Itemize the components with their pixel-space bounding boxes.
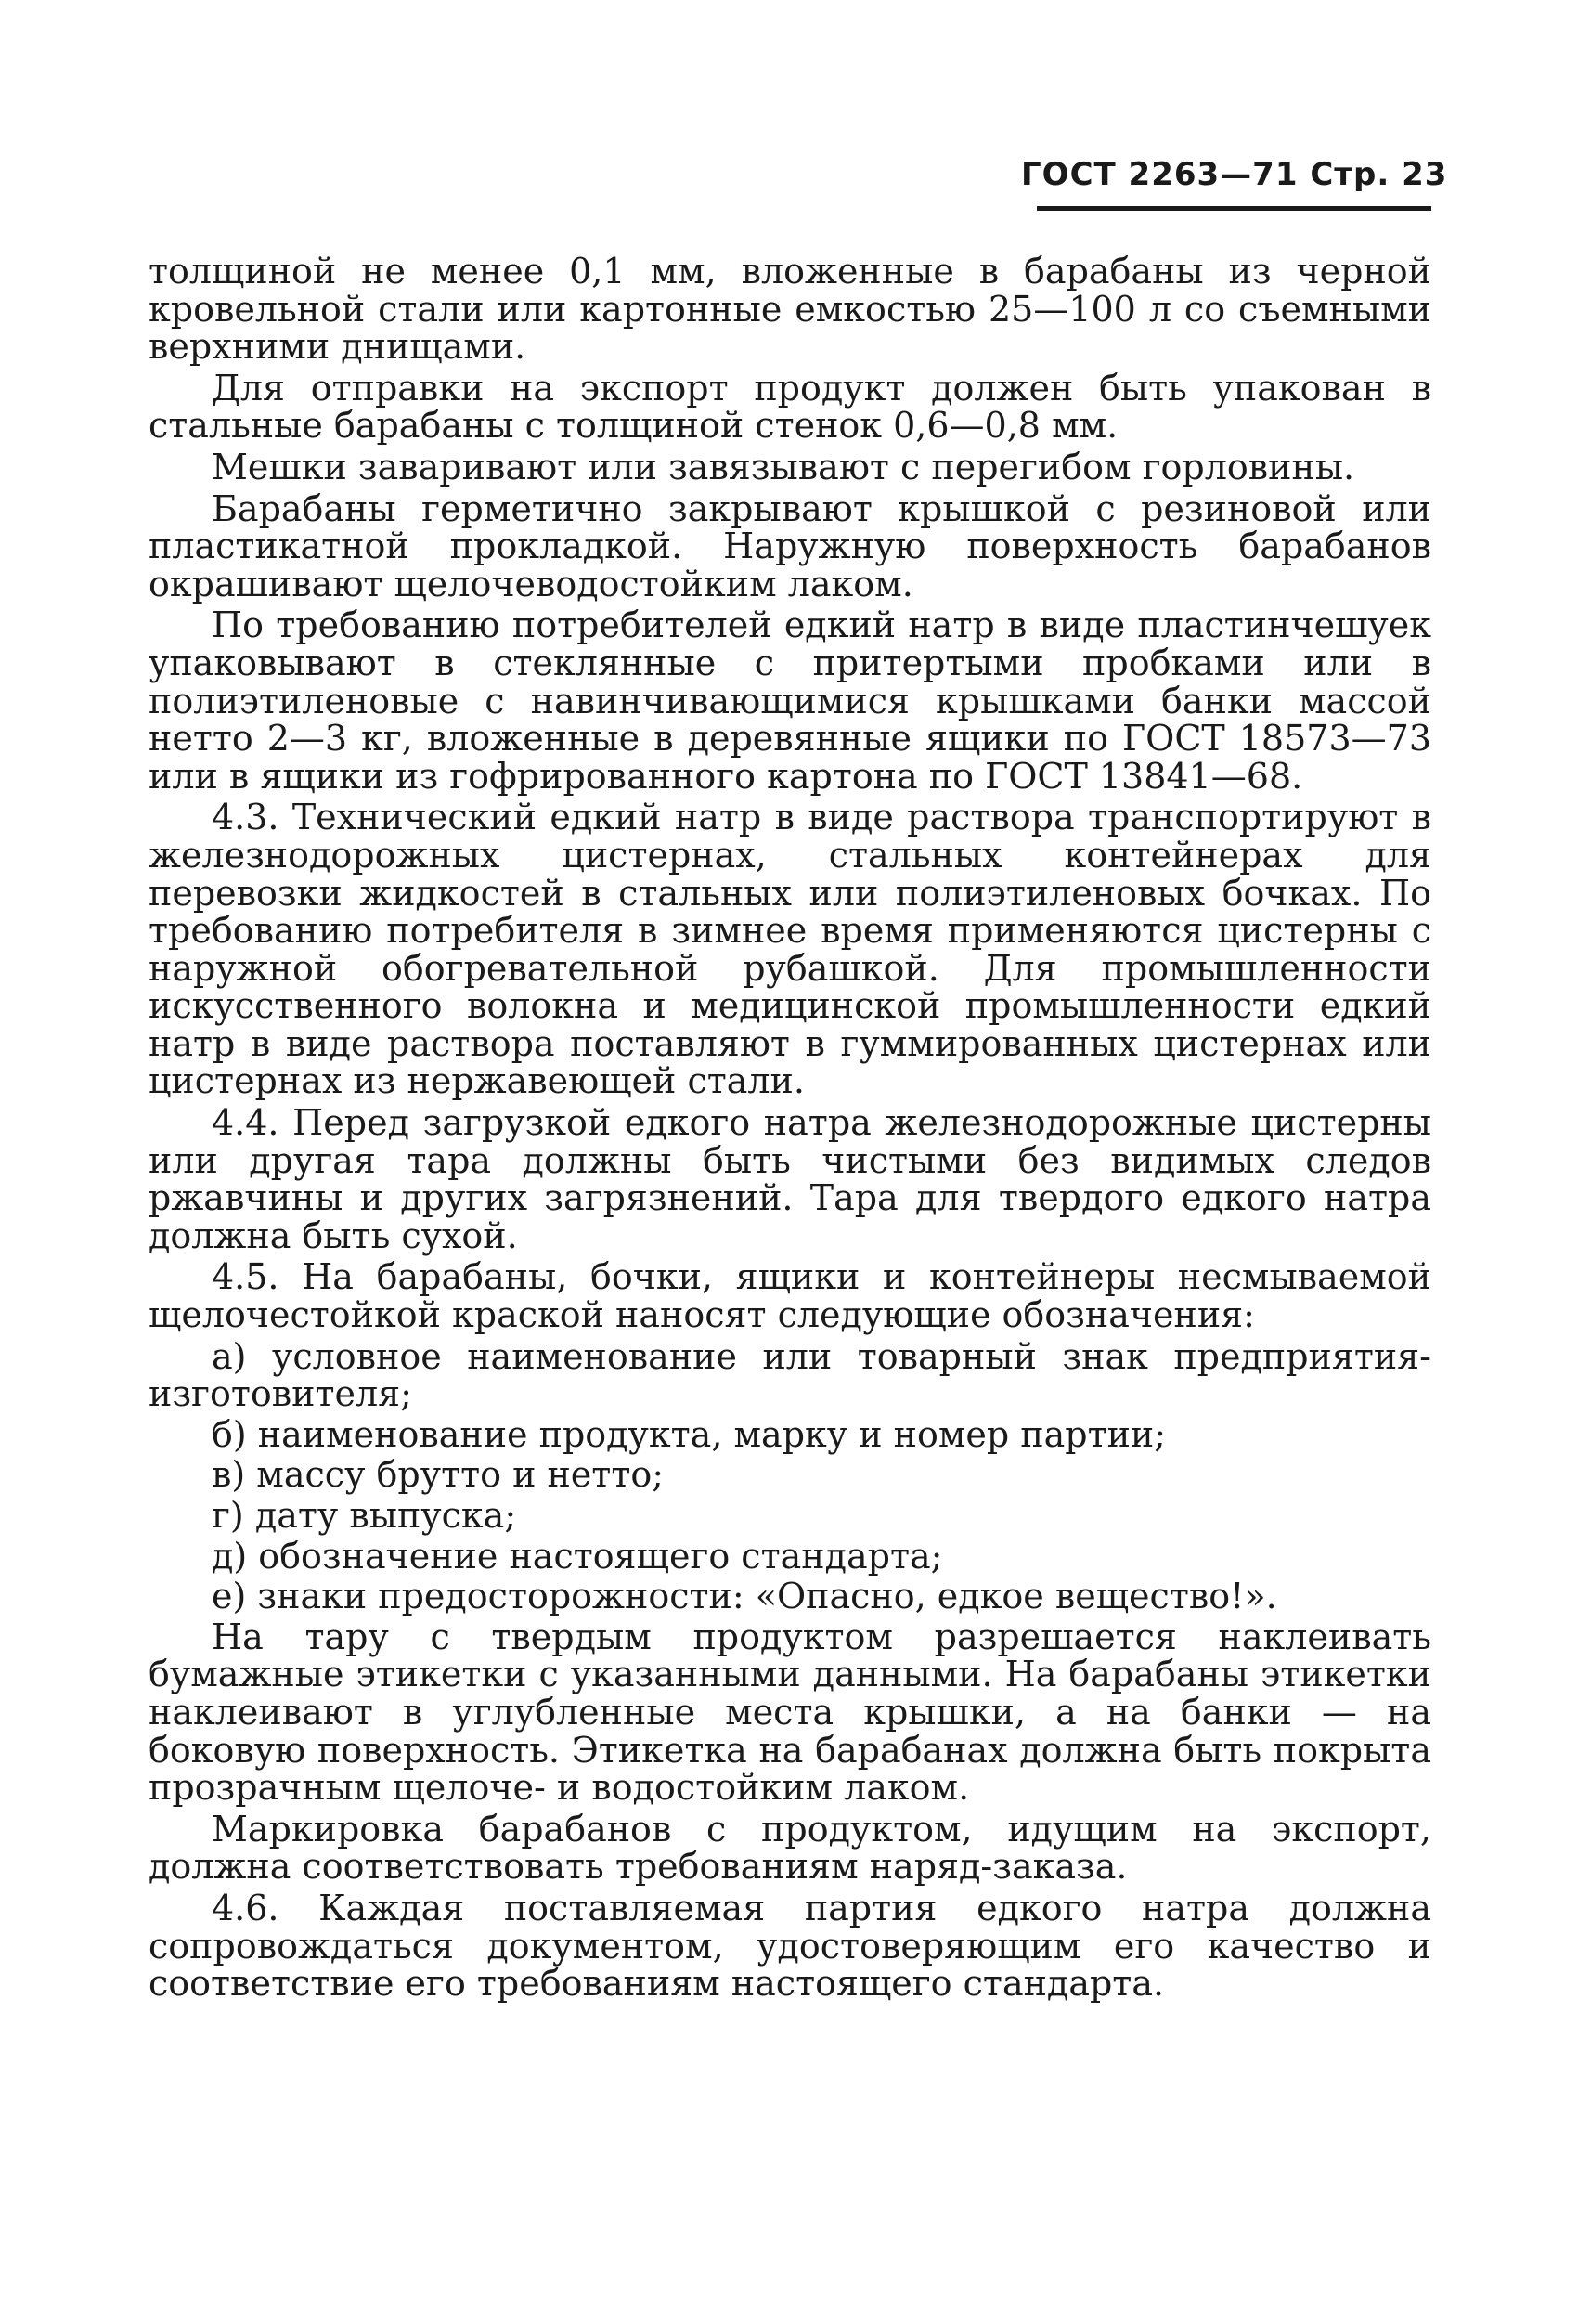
paragraph-labels: На тару с твердым продуктом разрешается наклеивать бумажные этикетки с указанными данными. На барабаны этикетки наклеивают в углубленные места крышки, а на банки — на боковую поверхность. Этикетка на барабанах должна быть покрыта прозрачным щелоче- и водостойким лаком.	[149, 1616, 1431, 1809]
paragraph-continuation: толщиной не менее 0,1 мм, вложенные в барабаны из черной кровельной стали или картонные емкостью 25—100 л со съемными верхними днищами.	[149, 251, 1431, 368]
paragraph-export-marking: Маркировка барабанов с продуктом, идущим на экспорт, должна соответствовать требованиям наряд-заказа.	[149, 1808, 1431, 1888]
paragraph-4-4: 4.4. Перед загрузкой едкого натра железнодорожные цистерны или другая тара должны быть чистыми без видимых следов ржавчины и других загрязнений. Тара для твердого едкого натра должна быть сухой.	[149, 1102, 1431, 1256]
body-text	[149, 253, 1431, 2006]
paragraph-4-6: 4.6. Каждая поставляемая партия едкого натра должна сопровождаться документом, удостоверяющим его качество и соответствие его требованиям настоящего стандарта.	[149, 1887, 1431, 2005]
paragraph-4-3: 4.3. Технический едкий натр в виде раствора транспортируют в железнодорожных цистернах, стальных контейнерах для перевозки жидкостей в стальных или полиэтиленовых бочках. По требованию потребителя в зимнее время применяются цистерны с наружной обогревательной рубашкой. Для промышленности искусственного волокна и медицинской промышленности едкий натр в виде раствора поставляют в гуммированных цистернах или цистернах из нержавеющей стали.	[149, 797, 1431, 1102]
running-header: ГОСТ 2263—71 Стр. 23	[1021, 156, 1448, 193]
list-item: б) наименование продукта, марку и номер партии;	[212, 1413, 1167, 1455]
list-item: в) массу брутто и нетто;	[212, 1454, 665, 1496]
list-item: а) условное наименование или товарный знак предприятия-изготовителя;	[149, 1335, 1431, 1415]
list-item: г) дату выпуска;	[212, 1495, 517, 1536]
marking-list	[149, 1335, 1431, 1617]
paragraph-flake-packing: По требованию потребителей едкий натр в виде пластинчешуек упаковывают в стеклянные с притертыми пробками или в полиэтиленовые с навинчивающимися крышками банки массой нетто 2—3 кг, вложенные в деревянные ящики по ГОСТ 18573—73 или в ящики из гофрированного картона по ГОСТ 13841—68.	[149, 604, 1431, 797]
header-rule	[1037, 206, 1431, 211]
list-item: е) знаки предосторожности: «Опасно, едкое вещество!».	[212, 1576, 1277, 1617]
paragraph-bags: Мешки заваривают или завязывают с перегибом горловины.	[212, 446, 1355, 487]
paragraph-export-packing: Для отправки на экспорт продукт должен быть упакован в стальные барабаны с толщиной стенок 0,6—0,8 мм.	[149, 367, 1431, 447]
list-item: д) обозначение настоящего стандарта;	[212, 1535, 943, 1577]
paragraph-4-5: 4.5. На барабаны, бочки, ящики и контейнеры несмываемой щелочестойкой краской наносят следующие обозначения:	[149, 1256, 1431, 1336]
paragraph-drum-sealing: Барабаны герметично закрывают крышкой с резиновой или пластикатной прокладкой. Наружную поверхность барабанов окрашивают щелочеводостойким лаком.	[149, 487, 1431, 604]
